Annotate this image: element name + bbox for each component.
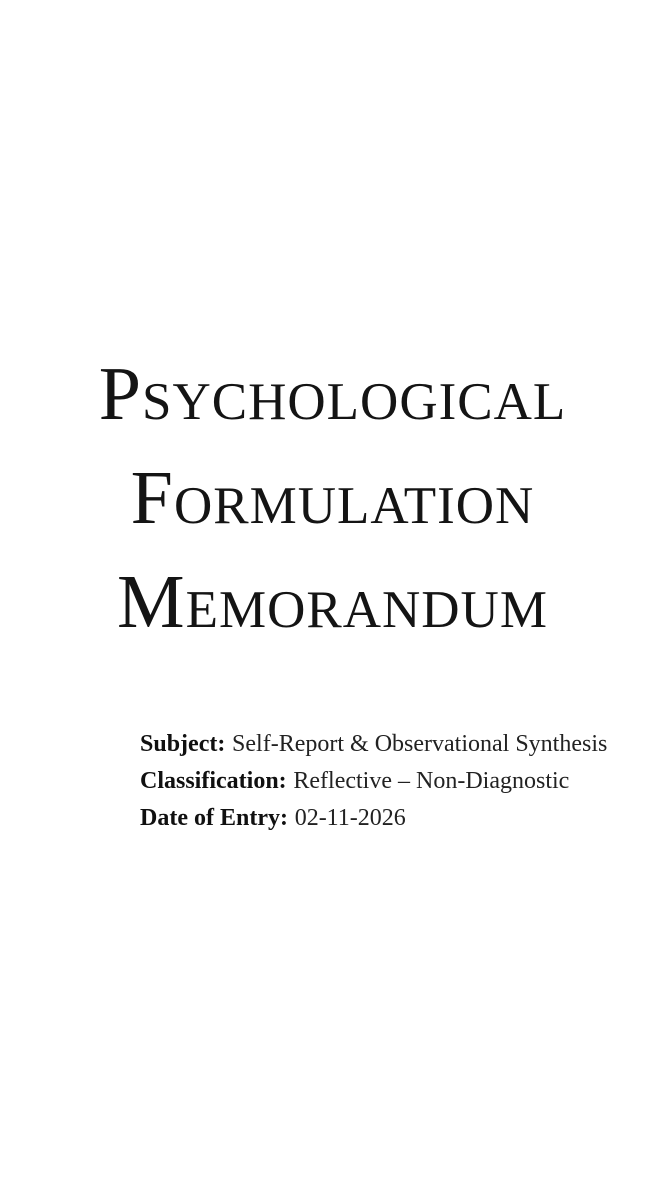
title-line-2: Formulation xyxy=(130,456,535,540)
title-line-3: Memorandum xyxy=(117,560,548,644)
meta-value-classification: Reflective – Non-Diagnostic xyxy=(293,768,570,794)
meta-label-classification: Classification: xyxy=(140,768,287,794)
meta-value-date-of-entry: 02-11-2026 xyxy=(294,805,406,831)
title-line-1: Psychological xyxy=(98,352,567,436)
meta-value-subject: Self-Report & Observational Synthesis xyxy=(232,731,608,757)
meta-line-date-of-entry xyxy=(140,800,600,837)
meta-label-subject: Subject: xyxy=(140,731,226,757)
meta-label-date-of-entry: Date of Entry: xyxy=(140,805,288,831)
document-meta-block xyxy=(140,726,608,837)
meta-line-classification xyxy=(140,763,600,800)
meta-line-subject xyxy=(140,726,608,763)
document-title xyxy=(0,342,665,654)
